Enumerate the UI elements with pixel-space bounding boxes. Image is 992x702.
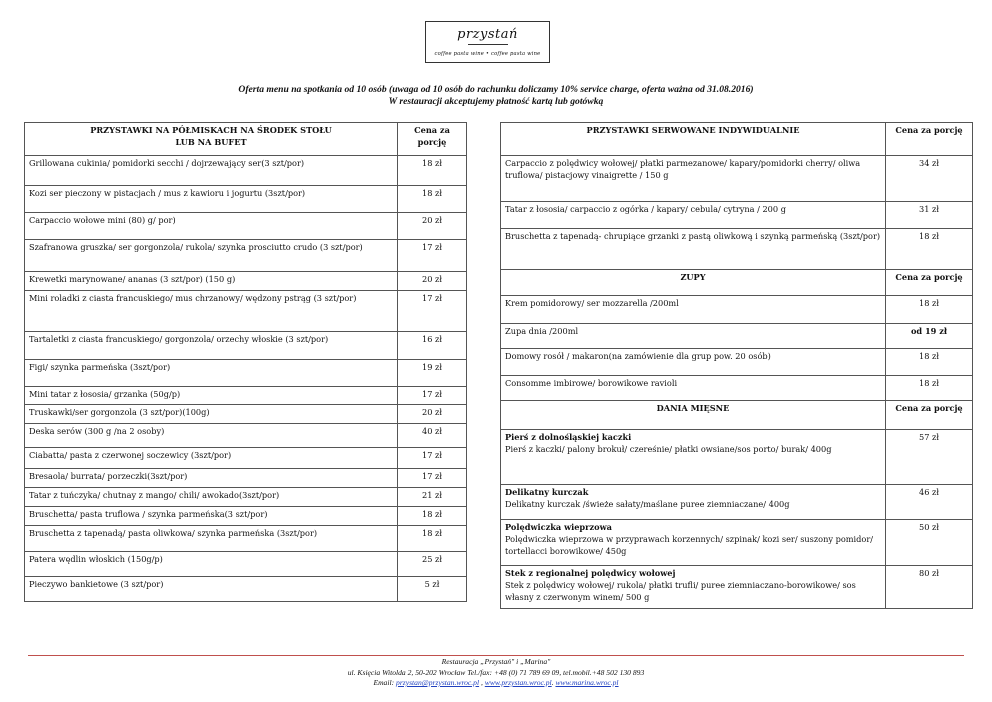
dish-price: 16 zł [398, 332, 467, 360]
table-row [25, 156, 467, 186]
table-header-row [25, 123, 467, 156]
table-row [501, 520, 973, 566]
section-header-row [501, 401, 973, 430]
dish-price: 18 zł [886, 376, 973, 401]
dish-name: Truskawki/ser gorgonzola (3 szt/por)(100g) [25, 405, 398, 424]
dish-price: 17 zł [398, 240, 467, 272]
dish-cell [501, 520, 886, 566]
dish-title: Stek z regionalnej polędwicy wołowej [505, 568, 676, 578]
dish-price: 20 zł [398, 405, 467, 424]
dish-name: Patera wędlin włoskich (150g/p) [25, 552, 398, 577]
footer-contact [0, 678, 992, 689]
dish-price: 40 zł [398, 424, 467, 448]
dish-price: 17 zł [398, 448, 467, 469]
dish-name: Krewetki marynowane/ ananas (3 szt/por) (150 g) [25, 272, 398, 291]
dish-price: 17 zł [398, 469, 467, 488]
dish-name: Consomme imbirowe/ borowikowe ravioli [501, 376, 886, 401]
dish-price: 20 zł [398, 272, 467, 291]
dish-price: 34 zł [886, 156, 973, 202]
dish-description: Delikatny kurczak /świeże sałaty/maślane puree ziemniaczane/ 400g [505, 499, 790, 509]
footer [0, 657, 992, 689]
dish-name: Carpaccio wołowe mini (80) g/ por) [25, 213, 398, 240]
individual-menu-table [500, 122, 973, 609]
dish-price: 18 zł [398, 526, 467, 552]
table-row [501, 202, 973, 229]
dish-price: 18 zł [886, 349, 973, 376]
dish-description: Polędwiczka wieprzowa w przyprawach korzennych/ szpinak/ kozi ser/ suszony pomidor/ tortellacci borowikowe/ 450g [505, 534, 874, 556]
restaurant-logo [425, 21, 550, 63]
section-title-line1: PRZYSTAWKI NA PÓŁMISKACH NA ŚRODEK STOŁU [90, 125, 332, 135]
logo-tagline: coffee pasta wine • coffee pasta wine [434, 51, 541, 57]
table-row [25, 213, 467, 240]
logo-underline [468, 44, 508, 45]
section-title [25, 123, 398, 156]
table-row [25, 424, 467, 448]
dish-title: Delikatny kurczak [505, 487, 589, 497]
buffet-starters-table [24, 122, 467, 602]
table-row [25, 405, 467, 424]
dish-price: 18 zł [886, 296, 973, 324]
table-row [501, 296, 973, 324]
table-row [501, 376, 973, 401]
dish-description: Stek z polędwicy wołowej/ rukola/ płatki trufli/ puree ziemniaczano-borowikowe/ sos własny z czerwonym winem/ 500 g [505, 580, 856, 602]
table-row [25, 291, 467, 332]
offer-header-line2: W restauracji akceptujemy płatność kartą lub gotówką [388, 96, 604, 107]
table-row [25, 488, 467, 507]
section-title: ZUPY [501, 270, 886, 296]
table-row [25, 332, 467, 360]
price-header-line1: Cena za [414, 125, 450, 135]
dish-price: 18 zł [398, 186, 467, 213]
dish-title: Polędwiczka wieprzowa [505, 522, 612, 532]
price-header: Cena za porcję [886, 123, 973, 156]
dish-price: 57 zł [886, 430, 973, 485]
dish-price: 46 zł [886, 485, 973, 520]
dish-description: Pierś z kaczki/ palony brokuł/ czereśnie/ płatki owsiane/sos porto/ burak/ 400g [505, 444, 832, 454]
website-link-przystan[interactable]: www.przystan.wroc.pl [484, 678, 552, 687]
price-header-line2: porcję [417, 137, 447, 147]
section-header-row [501, 123, 973, 156]
dish-name: Tartaletki z ciasta francuskiego/ gorgonzola/ orzechy włoskie (3 szt/por) [25, 332, 398, 360]
dish-price: 17 zł [398, 387, 467, 405]
section-title-line2: LUB NA BUFET [175, 137, 247, 147]
price-header: Cena za porcję [886, 401, 973, 430]
dish-cell [501, 566, 886, 609]
dish-name: Ciabatta/ pasta z czerwonej soczewicy (3szt/por) [25, 448, 398, 469]
dish-name: Bruschetta/ pasta truflowa / szynka parmeńska(3 szt/por) [25, 507, 398, 526]
footer-divider [28, 655, 964, 656]
dish-name: Domowy rosół / makaron(na zamówienie dla grup pow. 20 osób) [501, 349, 886, 376]
table-row [501, 156, 973, 202]
price-header: Cena za porcję [886, 270, 973, 296]
dish-name: Pieczywo bankietowe (3 szt/por) [25, 577, 398, 602]
dish-name: Bruschetta z tapenadą- chrupiące grzanki z pastą oliwkową i szynką parmeńską (3szt/por) [501, 229, 886, 270]
table-row [501, 324, 973, 349]
dish-name: Szafranowa gruszka/ ser gorgonzola/ rukola/ szynka prosciutto crudo (3 szt/por) [25, 240, 398, 272]
price-header [398, 123, 467, 156]
dish-name: Figi/ szynka parmeńska (3szt/por) [25, 360, 398, 387]
table-row [25, 552, 467, 577]
dish-name: Bresaola/ burrata/ porzeczki(3szt/por) [25, 469, 398, 488]
dish-cell [501, 430, 886, 485]
separator: . [551, 678, 556, 687]
dish-name: Carpaccio z polędwicy wołowej/ płatki parmezanowe/ kapary/pomidorki cherry/ oliwa truflowa/ pistacjowy vinaigrette / 150 g [501, 156, 886, 202]
section-title: DANIA MIĘSNE [501, 401, 886, 430]
dish-name: Bruschetta z tapenadą/ pasta oliwkowa/ szynka parmeńska (3szt/por) [25, 526, 398, 552]
table-row [501, 566, 973, 609]
dish-name: Tatar z tuńczyka/ chutnay z mango/ chili/ awokado(3szt/por) [25, 488, 398, 507]
dish-price: 31 zł [886, 202, 973, 229]
separator: , [479, 678, 485, 687]
offer-header [0, 84, 992, 108]
dish-name: Deska serów (300 g /na 2 osoby) [25, 424, 398, 448]
table-row [25, 360, 467, 387]
dish-name: Mini tatar z łososia/ grzanka (50g/p) [25, 387, 398, 405]
dish-price: 20 zł [398, 213, 467, 240]
section-header-row [501, 270, 973, 296]
dish-name: Grillowana cukinia/ pomidorki secchi / dojrzewający ser(3 szt/por) [25, 156, 398, 186]
dish-cell [501, 485, 886, 520]
dish-name: Kozi ser pieczony w pistacjach / mus z kawioru i jogurtu (3szt/por) [25, 186, 398, 213]
table-row [25, 507, 467, 526]
dish-price: 18 zł [398, 507, 467, 526]
table-row [25, 387, 467, 405]
offer-header-line1: Oferta menu na spotkania od 10 osób (uwaga od 10 osób do rachunku doliczamy 10% service charge, oferta ważna od 31.08.2016) [238, 84, 754, 95]
dish-price: 80 zł [886, 566, 973, 609]
dish-name: Krem pomidorowy/ ser mozzarella /200ml [501, 296, 886, 324]
table-row [25, 577, 467, 602]
table-row [25, 272, 467, 291]
footer-address: ul. Księcia Witolda 2, 50-202 Wrocław Tel./fax: +48 (0) 71 789 69 09, tel.mobil.+48 502 130 893 [347, 667, 645, 677]
dish-price: od 19 zł [886, 324, 973, 349]
dish-price: 21 zł [398, 488, 467, 507]
dish-name: Mini roladki z ciasta francuskiego/ mus chrzanowy/ wędzony pstrąg (3 szt/por) [25, 291, 398, 332]
website-link-marina[interactable]: www.marina.wroc.pl [555, 678, 619, 687]
dish-price: 19 zł [398, 360, 467, 387]
dish-price: 18 zł [398, 156, 467, 186]
table-row [501, 229, 973, 270]
section-title: PRZYSTAWKI SERWOWANE INDYWIDUALNIE [501, 123, 886, 156]
dish-price: 17 zł [398, 291, 467, 332]
dish-name: Zupa dnia /200ml [501, 324, 886, 349]
logo-name: przystań [457, 27, 518, 42]
dish-title: Pierś z dolnośląskiej kaczki [505, 432, 632, 442]
dish-name: Tatar z łososia/ carpaccio z ogórka / kapary/ cebula/ cytryna / 200 g [501, 202, 886, 229]
dish-price: 25 zł [398, 552, 467, 577]
dish-price: 50 zł [886, 520, 973, 566]
table-row [25, 186, 467, 213]
table-row [501, 430, 973, 485]
table-row [25, 240, 467, 272]
email-link[interactable]: przystan@przystan.wroc.pl [396, 678, 480, 687]
table-row [25, 448, 467, 469]
dish-price: 5 zł [398, 577, 467, 602]
dish-price: 18 zł [886, 229, 973, 270]
table-row [25, 469, 467, 488]
footer-restaurant-names: Restauracja „Przystań" i „Marina" [441, 657, 551, 666]
email-label: Email: [373, 678, 397, 687]
table-row [501, 485, 973, 520]
table-row [501, 349, 973, 376]
table-row [25, 526, 467, 552]
